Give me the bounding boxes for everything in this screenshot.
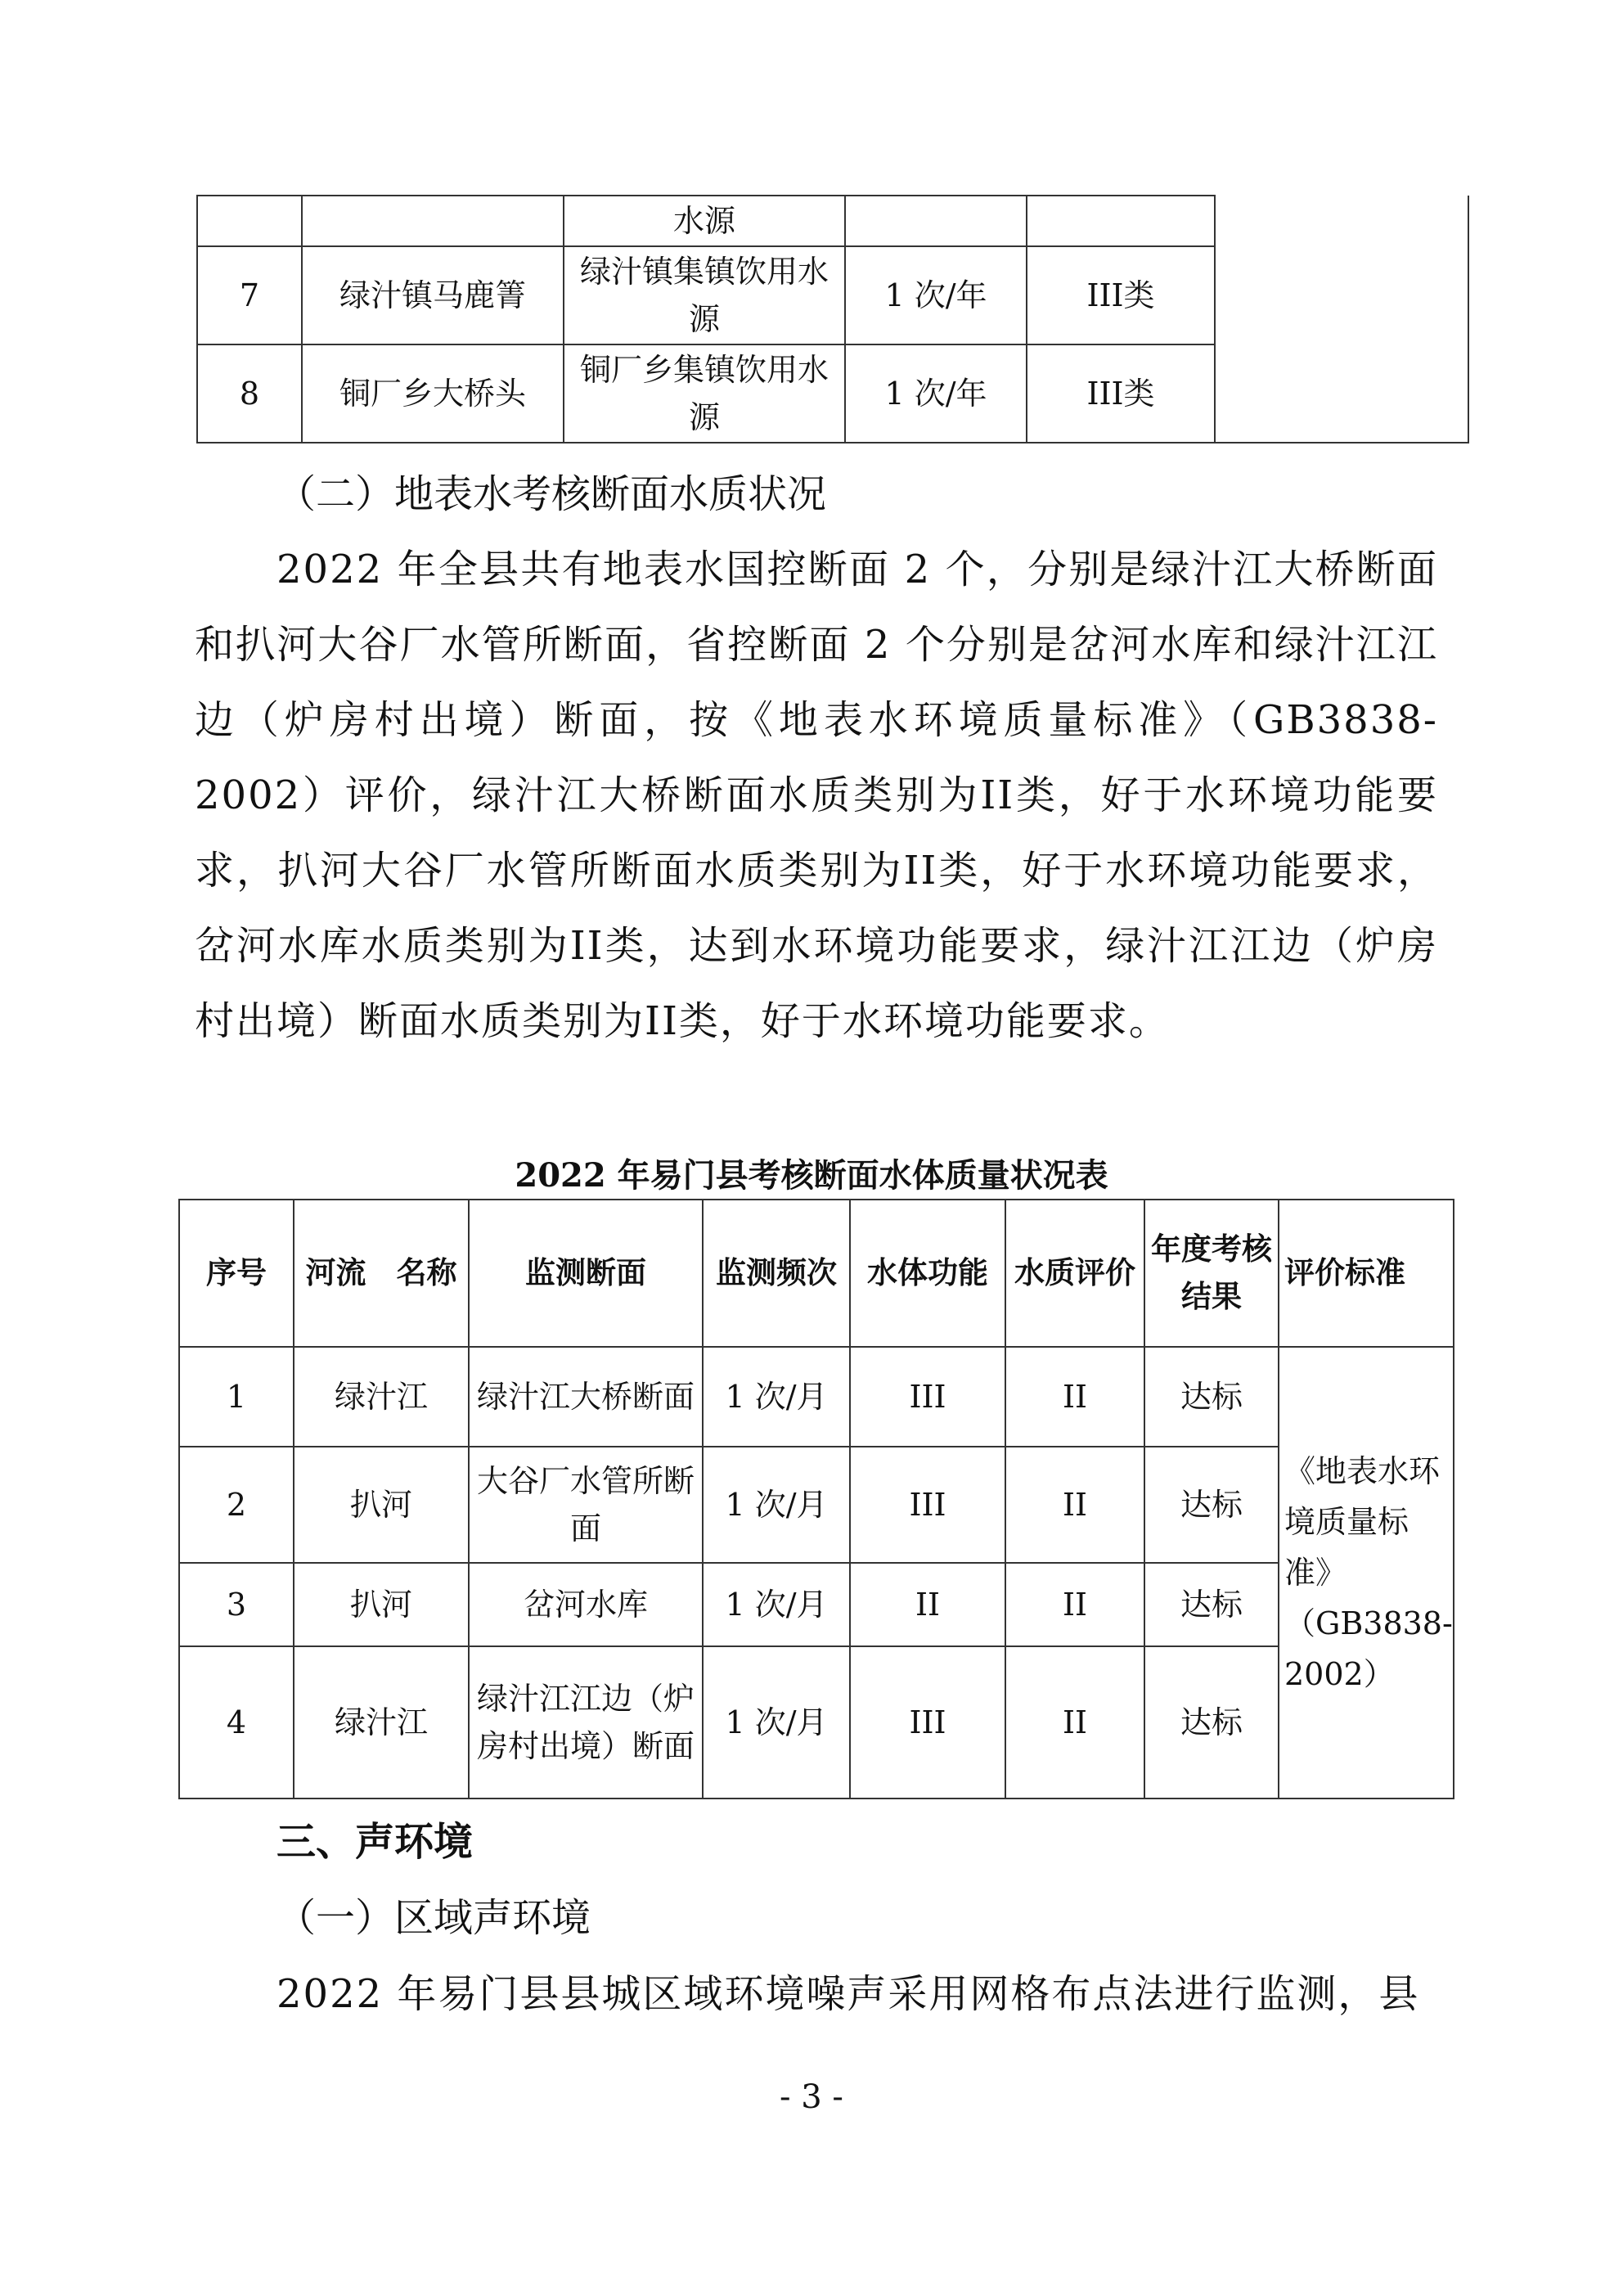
drinking-water-table [196,195,1469,443]
row-no: 8 [197,344,302,443]
row-use: 水源 [564,196,845,246]
table-2-caption: 2022 年易门县考核断面水体质量状况表 [515,1156,1108,1195]
row-river: 绿汁江 [294,1646,469,1799]
row-freq [845,196,1027,246]
row-section: 绿汁江大桥断面 [469,1347,703,1447]
empty-cell [1215,196,1468,443]
row-result: 达标 [1144,1646,1279,1799]
header-no: 序号 [179,1200,294,1347]
row-standard: III类 [1027,246,1215,344]
row-standard [1027,196,1215,246]
row-location: 铜厂乡大桥头 [302,344,564,443]
row-freq: 1 次/月 [703,1347,850,1447]
row-use: 铜厂乡集镇饮用水源 [564,344,845,443]
row-quality: II [1005,1347,1144,1447]
table-header-row [179,1200,1454,1347]
section-3-1-paragraph: 2022 年易门县县城区域环境噪声采用网格布点法进行监测，县 [276,1971,1420,2017]
assessment-table [178,1199,1454,1799]
row-no: 3 [179,1563,294,1646]
table-row [179,1447,1454,1563]
row-freq: 1 次/月 [703,1563,850,1646]
row-result: 达标 [1144,1447,1279,1563]
header-freq: 监测频次 [703,1200,850,1347]
row-function: III [850,1447,1005,1563]
section-3-heading: 三、声环境 [276,1819,474,1865]
table-row [179,1347,1454,1447]
row-result: 达标 [1144,1347,1279,1447]
row-section: 岔河水库 [469,1563,703,1646]
header-function: 水体功能 [850,1200,1005,1347]
row-freq: 1 次/月 [703,1646,850,1799]
row-no: 7 [197,246,302,344]
row-result: 达标 [1144,1563,1279,1646]
section-3-1-heading: （一）区域声环境 [276,1895,591,1941]
row-freq: 1 次/年 [845,344,1027,443]
row-function: III [850,1347,1005,1447]
header-river: 河流 名称 [294,1200,469,1347]
row-section: 大谷厂水管所断面 [469,1447,703,1563]
header-result: 年度考核结果 [1144,1200,1279,1347]
row-function: III [850,1646,1005,1799]
table-row [197,196,1468,246]
row-freq: 1 次/年 [845,246,1027,344]
page-number: - 3 - [780,2078,843,2116]
header-standard: 评价标准 [1279,1200,1454,1347]
row-use: 绿汁镇集镇饮用水源 [564,246,845,344]
section-2-heading: （二）地表水考核断面水质状况 [276,471,827,517]
row-standard: III类 [1027,344,1215,443]
header-section: 监测断面 [469,1200,703,1347]
row-section: 绿汁江江边（炉房村出境）断面 [469,1646,703,1799]
row-function: II [850,1563,1005,1646]
standard-cell: 《地表水环境质量标准》（GB3838-2002） [1279,1347,1454,1799]
row-river: 绿汁江 [294,1347,469,1447]
row-no: 1 [179,1347,294,1447]
row-no [197,196,302,246]
row-quality: II [1005,1447,1144,1563]
row-river: 扒河 [294,1447,469,1563]
row-freq: 1 次/月 [703,1447,850,1563]
section-2-text: 2022 年全县共有地表水国控断面 2 个，分别是绿汁江大桥断面和扒河大谷厂水管所断面，省控断面 2 个分别是岔河水库和绿汁江江边（炉房村出境）断面，按《地表水环境质量标准》（GB3838-2002）评价，绿汁江大桥断面水质类别为II类，好于水环境功能要求，扒河大谷厂水管所断面水质类别为II类，好于水环境功能要求，岔河水库水质类别为II类，达到水环境功能要求，绿汁江江边（炉房村出境）断面水质类别为II类，好于水环境功能要求。 [195,547,1438,1044]
section-2-paragraph [195,532,1438,1059]
table-row [179,1646,1454,1799]
row-quality: II [1005,1646,1144,1799]
row-quality: II [1005,1563,1144,1646]
table-row [179,1563,1454,1646]
row-river: 扒河 [294,1563,469,1646]
row-no: 4 [179,1646,294,1799]
header-quality: 水质评价 [1005,1200,1144,1347]
row-no: 2 [179,1447,294,1563]
row-location [302,196,564,246]
row-location: 绿汁镇马鹿箐 [302,246,564,344]
